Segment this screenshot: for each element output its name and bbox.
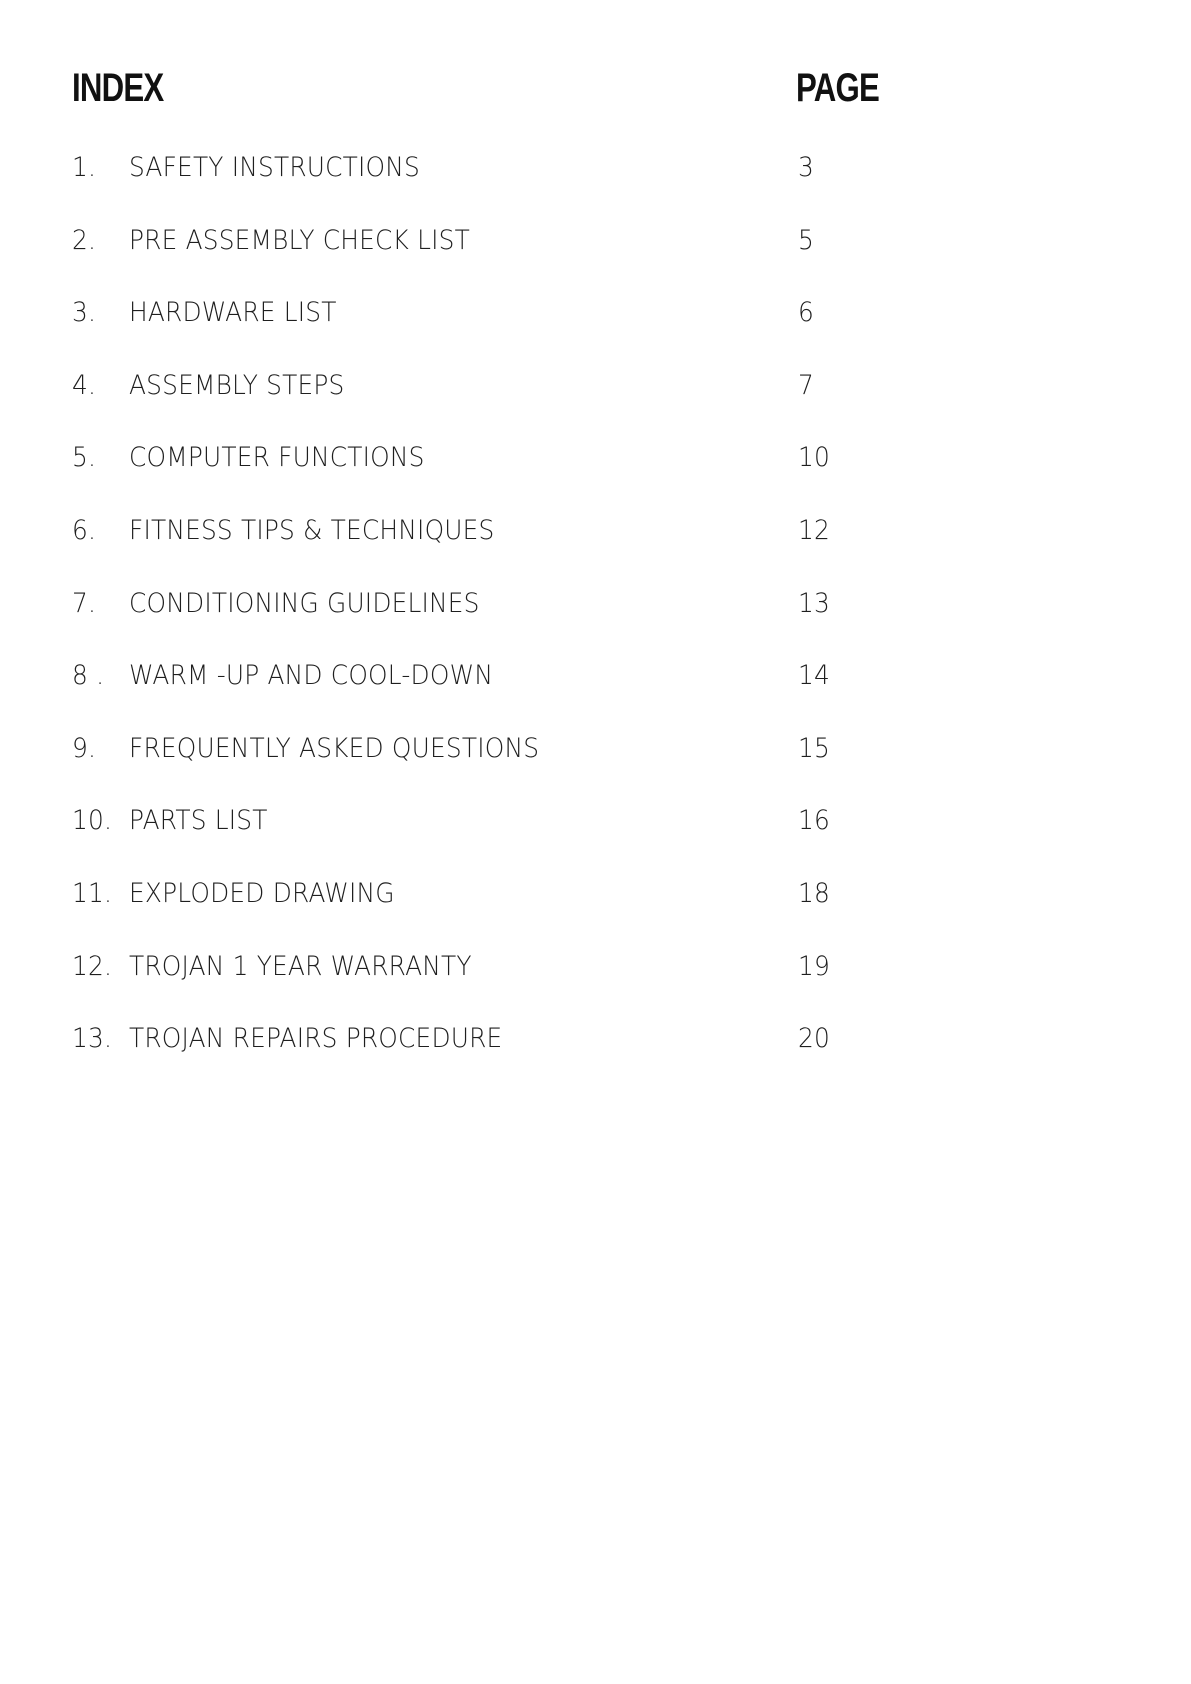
toc-entry-8[interactable]	[72, 658, 1132, 731]
toc-entry-page: 14	[798, 660, 830, 692]
toc-entry-page: 20	[798, 1023, 830, 1055]
toc-entry-page: 3	[798, 152, 814, 183]
toc-entry-7[interactable]	[72, 586, 1132, 659]
toc-entry-number: 8 .	[72, 660, 105, 692]
toc-entry-page: 15	[798, 732, 830, 764]
table-of-contents	[72, 150, 1132, 1094]
toc-entry-page: 10	[798, 442, 830, 474]
toc-entry-number: 9.	[72, 732, 97, 764]
toc-entry-title: TROJAN REPAIRS PROCEDURE	[129, 1023, 503, 1055]
toc-entry-title: PRE ASSEMBLY CHECK LIST	[129, 224, 470, 256]
toc-entry-number: 12.	[72, 950, 113, 982]
toc-entry-title: TROJAN 1 YEAR WARRANTY	[129, 950, 472, 982]
toc-entry-page: 19	[798, 950, 830, 982]
toc-entry-5[interactable]	[72, 440, 1132, 513]
toc-entry-number: 5.	[72, 442, 97, 474]
toc-entry-title: COMPUTER FUNCTIONS	[129, 442, 425, 474]
toc-entry-page: 16	[798, 805, 830, 837]
toc-entry-title: PARTS LIST	[129, 805, 268, 837]
toc-entry-number: 13.	[72, 1023, 113, 1055]
toc-entry-title: FREQUENTLY ASKED QUESTIONS	[129, 732, 540, 764]
toc-entry-number: 3.	[72, 297, 97, 329]
index-header	[72, 66, 1132, 116]
toc-entry-12[interactable]	[72, 949, 1132, 1022]
toc-entry-title: WARM -UP AND COOL-DOWN	[129, 660, 494, 692]
toc-entry-page: 7	[798, 369, 814, 401]
toc-entry-2[interactable]	[72, 223, 1132, 296]
toc-entry-number: 6.	[72, 514, 97, 546]
toc-entry-6[interactable]	[72, 513, 1132, 586]
toc-entry-1[interactable]	[72, 150, 1132, 223]
toc-entry-title: HARDWARE LIST	[129, 297, 337, 329]
toc-entry-9[interactable]	[72, 731, 1132, 804]
toc-entry-page: 18	[798, 877, 830, 909]
toc-entry-10[interactable]	[72, 803, 1132, 876]
toc-entry-4[interactable]	[72, 368, 1132, 441]
toc-entry-number: 1.	[72, 152, 97, 183]
toc-entry-title: EXPLODED DRAWING	[129, 877, 395, 909]
toc-entry-11[interactable]	[72, 876, 1132, 949]
toc-entry-number: 11.	[72, 877, 113, 909]
toc-entry-title: ASSEMBLY STEPS	[129, 369, 345, 401]
toc-entry-title: FITNESS TIPS & TECHNIQUES	[129, 514, 495, 546]
toc-entry-3[interactable]	[72, 295, 1132, 368]
toc-entry-page: 13	[798, 587, 830, 619]
index-heading: INDEX	[72, 66, 164, 110]
toc-entry-title: CONDITIONING GUIDELINES	[129, 587, 480, 619]
toc-entry-number: 4.	[72, 369, 97, 401]
toc-entry-page: 5	[798, 224, 814, 256]
toc-entry-13[interactable]	[72, 1021, 1132, 1094]
toc-entry-page: 12	[798, 514, 830, 546]
page-heading: PAGE	[796, 66, 879, 110]
toc-entry-number: 7.	[72, 587, 97, 619]
toc-entry-page: 6	[798, 297, 814, 329]
toc-entry-number: 10.	[72, 805, 113, 837]
toc-entry-number: 2.	[72, 224, 97, 256]
toc-entry-title: SAFETY INSTRUCTIONS	[129, 152, 420, 183]
